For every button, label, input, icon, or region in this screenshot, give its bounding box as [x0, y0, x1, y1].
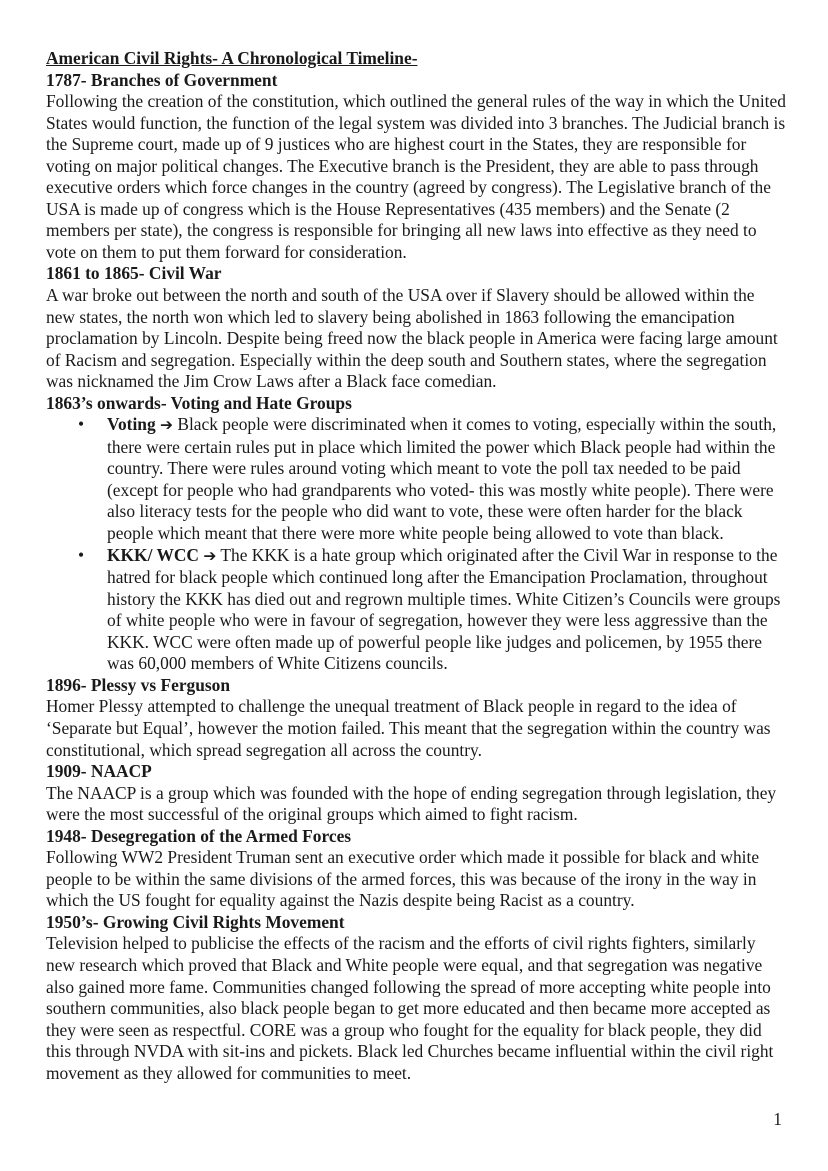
- bullet-point-icon: •: [78, 414, 85, 435]
- list-item: [46, 545, 786, 675]
- section-heading-voting-hate-groups: 1863’s onwards- Voting and Hate Groups: [46, 392, 352, 413]
- section-heading-naacp: 1909- NAACP: [46, 761, 152, 782]
- bullet-text: The KKK is a hate group which originated after the Civil War in response to the hatred for black people which continued long after the Emancipation Proclamation, throughout history the KKK has died out and regrown multiple times. White Citizen’s Councils were groups of white people who were in favour of segregation, however they were less aggressive than the KKK. WCC were often made up of powerful people like judges and policemen, by 1955 there was 60,000 members of White Citizens councils.: [107, 544, 781, 674]
- bullet-lead-label: KKK/ WCC: [107, 544, 199, 565]
- section-heading-growing-civil-rights-movement: 1950’s- Growing Civil Rights Movement: [46, 911, 345, 932]
- bullet-text: Black people were discriminated when it comes to voting, especially within the south, there were certain rules put in place which limited the power which Black people had within the country. There were rules around voting which meant to vote the poll tax needed to be paid (except for people who had grandparents who voted- this was mostly white people). There were also literacy tests for the people who did want to vote, these were often harder for the black people which meant that there were more white people being allowed to vote than black.: [107, 414, 777, 544]
- section-paragraph-desegregation-armed-forces: Following WW2 President Truman sent an executive order which made it possible for black and white people to be within the same divisions of the armed forces, this was because of the irony in the way in which the US fought for equality against the Nazis despite being Racist as a country.: [46, 847, 760, 911]
- bullet-list-voting-hate-groups: [46, 414, 786, 675]
- right-arrow-icon: ➔: [160, 416, 174, 435]
- document-body: [46, 48, 786, 1084]
- section-paragraph-civil-war: A war broke out between the north and south of the USA over if Slavery should be allowed within the new states, the north won which led to slavery being abolished in 1863 following the emancipation proclamation by Lincoln. Despite being freed now the black people in America were facing large amount of Racism and segregation. Especially within the deep south and Southern states, where the segregation was nicknamed the Jim Crow Laws after a Black face comedian.: [46, 285, 778, 392]
- bullet-point-icon: •: [78, 544, 85, 565]
- document-title: American Civil Rights- A Chronological Timeline-: [46, 48, 418, 68]
- section-paragraph-growing-civil-rights-movement: Television helped to publicise the effects of the racism and the efforts of civil rights fighters, similarly new research which proved that Black and White people were equal, and that segregation was negative also gained more fame. Communities changed following the spread of more accepting white people into southern communities, also black people began to get more educated and then became more accepted as they were seen as respectful. CORE was a group who fought for the equality for black people, they did this through NVDA with sit-ins and pickets. Black led Churches became influential within the civil right movement as they allowed for communities to meet.: [46, 933, 774, 1083]
- section-heading-civil-war: 1861 to 1865- Civil War: [46, 263, 222, 284]
- section-heading-plessy-vs-ferguson: 1896- Plessy vs Ferguson: [46, 674, 231, 695]
- section-heading-desegregation-armed-forces: 1948- Desegregation of the Armed Forces: [46, 825, 352, 846]
- section-paragraph-naacp: The NAACP is a group which was founded with the hope of ending segregation through legislation, they were the most successful of the original groups which aimed to fight racism.: [46, 782, 777, 825]
- section-heading-1787: 1787- Branches of Government: [46, 69, 278, 90]
- right-arrow-icon: ➔: [203, 546, 217, 565]
- section-paragraph-plessy-vs-ferguson: Homer Plessy attempted to challenge the unequal treatment of Black people in regard to the idea of ‘Separate but Equal’, however the motion failed. This meant that the segregation within the country was constitutional, which spread segregation all across the country.: [46, 696, 771, 760]
- bullet-lead-label: Voting: [107, 414, 156, 435]
- page-number: 1: [773, 1109, 782, 1130]
- section-paragraph-1787: Following the creation of the constitution, which outlined the general rules of the way in which the United States would function, the function of the legal system was divided into 3 branches. The Judicial branch is the Supreme court, made up of 9 justices who are highest court in the States, they are responsible for voting on major political changes. The Executive branch is the President, they are able to pass through executive orders which force changes in the country (agreed by congress). The Legislative branch of the USA is made up of congress which is the House Representatives (435 members) and the Senate (2 members per state), the congress is responsible for bringing all new laws into effective as they need to vote on them to put them forward for consideration.: [46, 91, 786, 262]
- list-item: [46, 414, 786, 544]
